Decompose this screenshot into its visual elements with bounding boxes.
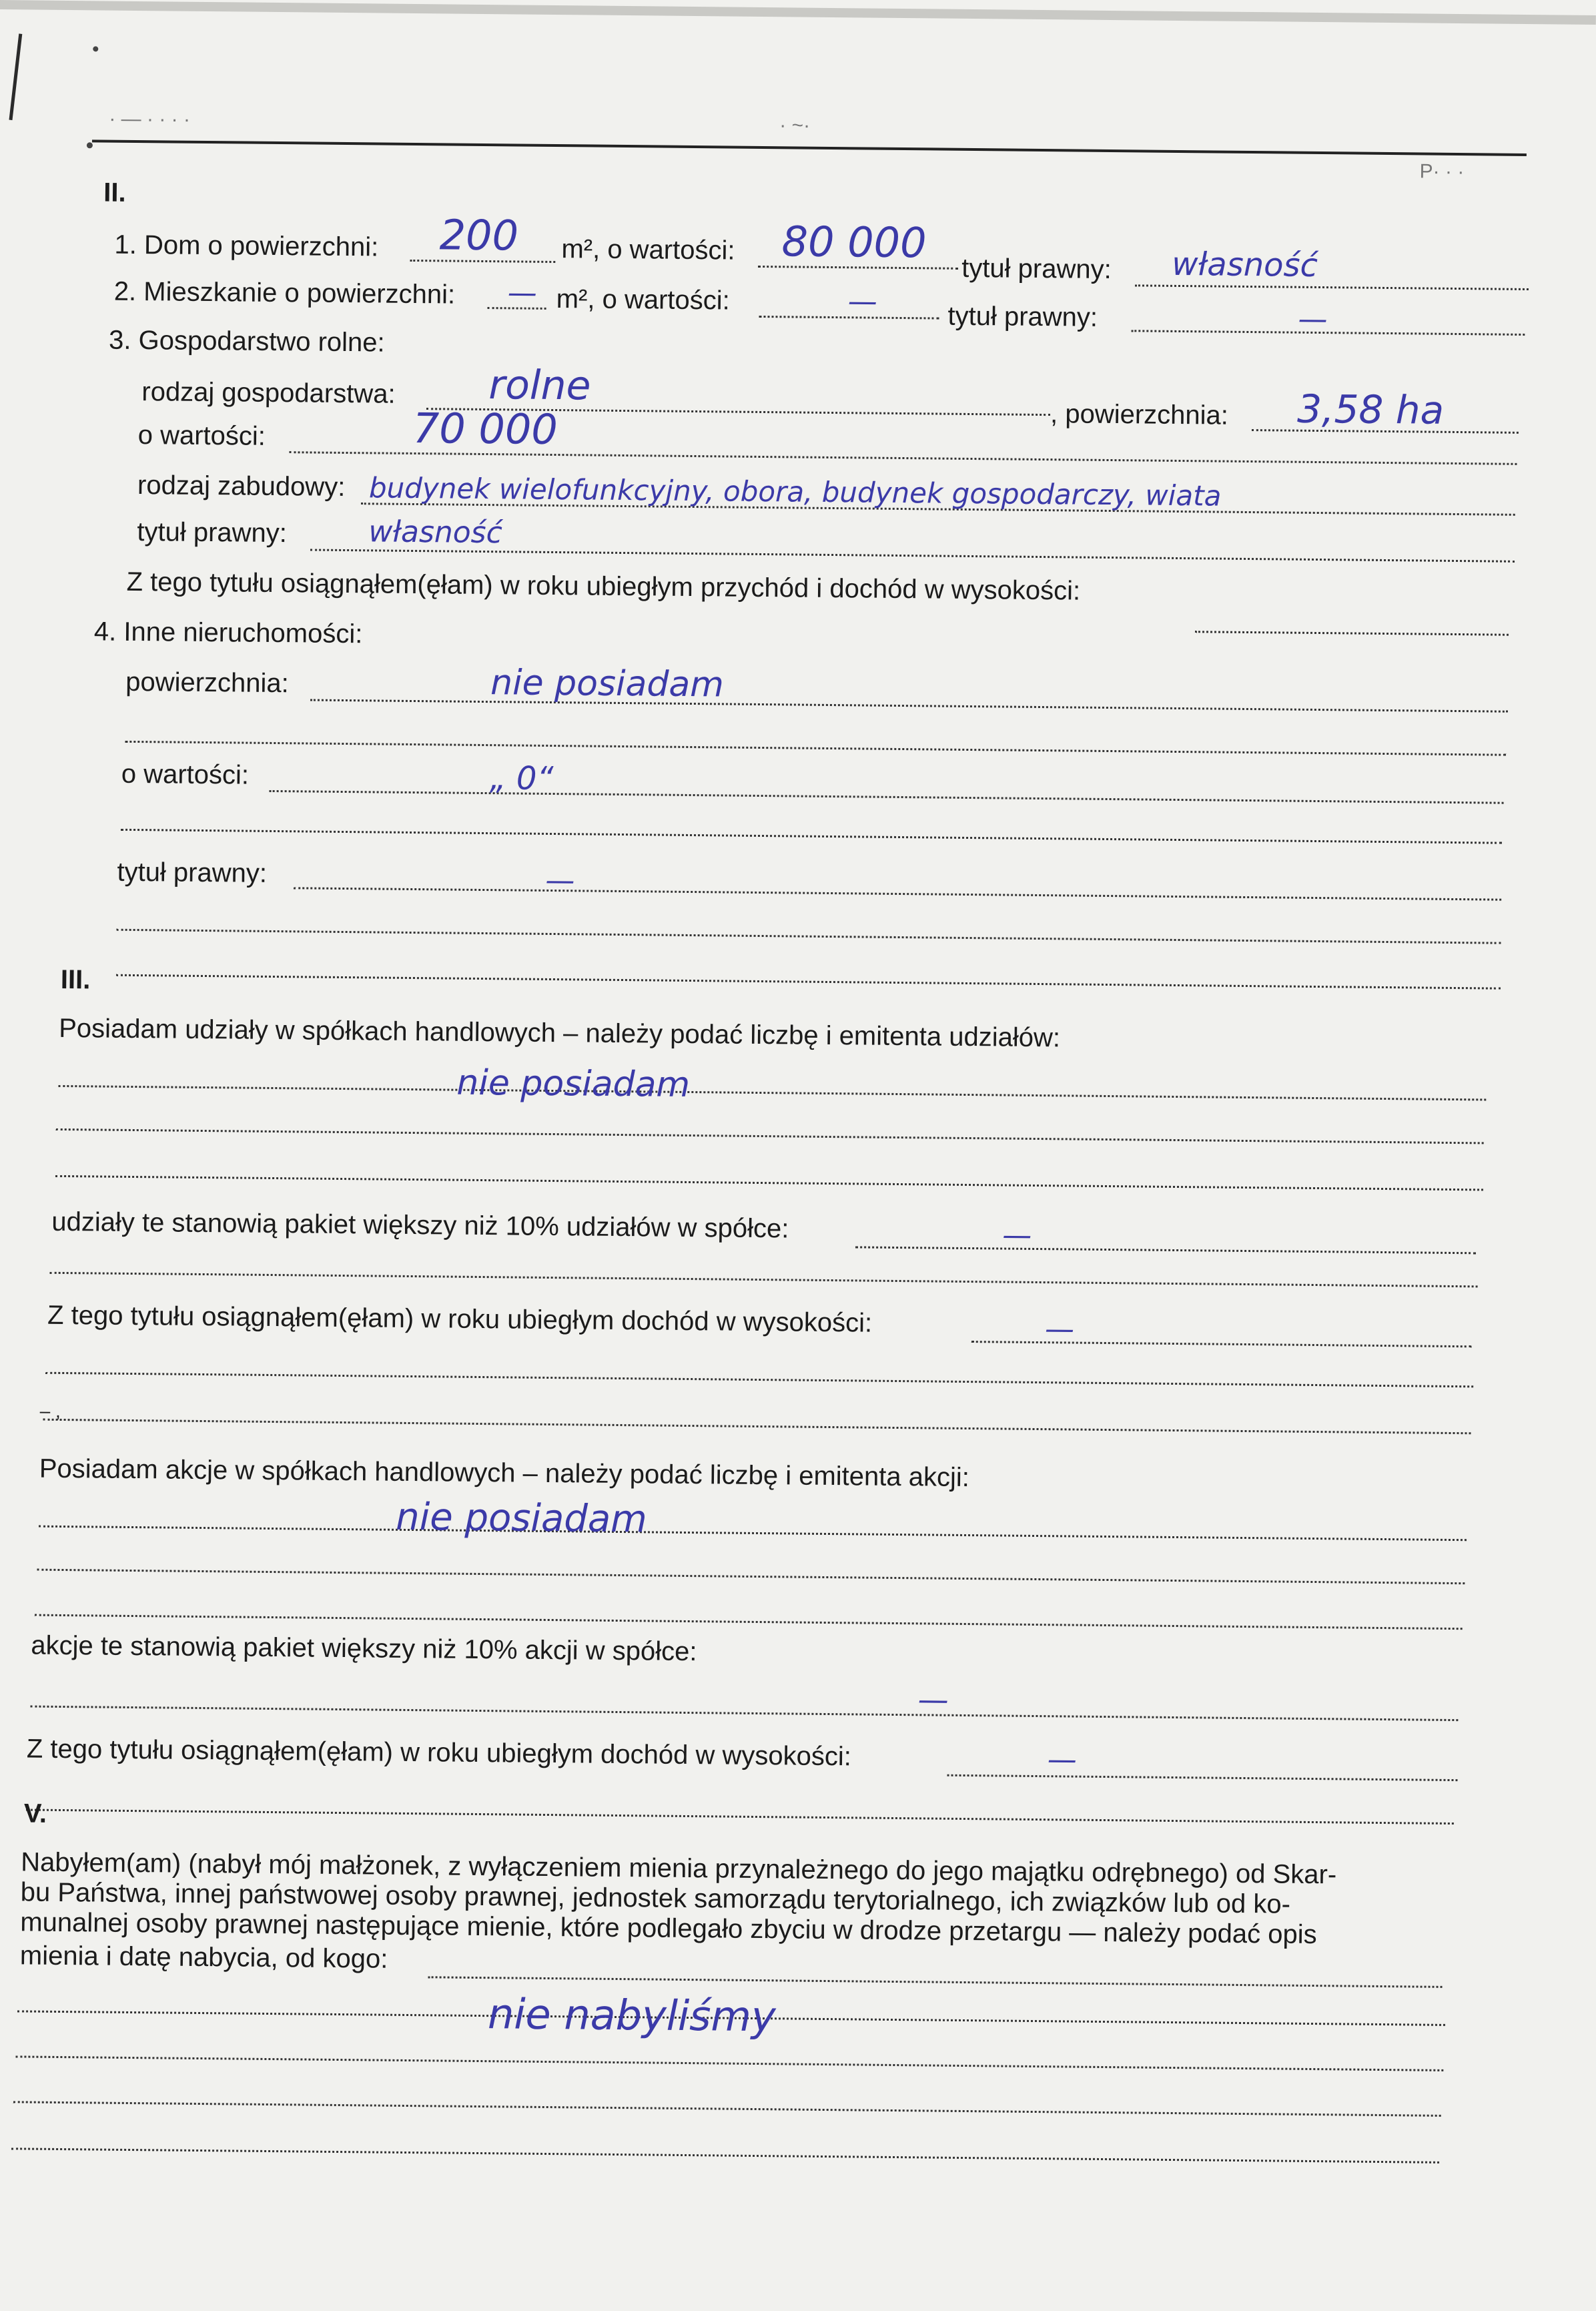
fill-line (13, 2101, 1441, 2117)
house-value-handwritten: 80 000 (781, 217, 927, 268)
apartment-m2-label: m², o wartości: (556, 284, 730, 316)
farm-value-label: o wartości: (137, 420, 266, 451)
other-area-label: powierzchnia: (125, 667, 289, 699)
fill-line (116, 974, 1501, 990)
farm-area-label: , powierzchnia: (1050, 399, 1229, 430)
fill-line (310, 549, 1515, 563)
stray-mark: – , (39, 1400, 61, 1421)
scan-speck (87, 142, 93, 148)
header-faint-text: · — · · · · (109, 107, 191, 131)
section-5-heading: V. (23, 1798, 47, 1829)
scan-speck (93, 46, 98, 51)
farm-title-label: tytuł prawny: (137, 517, 288, 549)
header-rule (92, 139, 1527, 156)
shares-stake-handwritten: — (1002, 1218, 1032, 1253)
stocks-stake-label: akcje te stanowią pakiet większy niż 10% akcji w spółce: (31, 1630, 697, 1667)
fill-line (1135, 284, 1529, 290)
fill-line (947, 1774, 1458, 1781)
stocks-income-handwritten: — (1047, 1742, 1078, 1777)
section-3-heading: III. (60, 964, 91, 995)
house-m2-label: m², o wartości: (561, 234, 735, 266)
fill-line (11, 2148, 1439, 2164)
fill-line (58, 1085, 1486, 1101)
farm-title-handwritten: własność (368, 515, 503, 551)
fill-line (55, 1175, 1483, 1191)
apartment-title-handwritten: — (1298, 302, 1328, 337)
acquisition-handwritten: nie nabyliśmy (487, 1989, 776, 2041)
section-2-heading: II. (103, 178, 126, 208)
fill-line (1195, 631, 1509, 636)
fill-line (39, 1526, 1467, 1542)
farm-type-label: rodzaj gospodarstwa: (141, 377, 396, 409)
shares-label: Posiadam udziały w spółkach handlowych – należy podać liczbę i emitenta udziałów: (59, 1013, 1061, 1053)
fill-line (1131, 330, 1525, 336)
margin-pen-mark (9, 33, 22, 120)
stocks-handwritten: nie posiadam (395, 1495, 648, 1542)
farm-area-handwritten: 3,58 ha (1296, 386, 1445, 433)
apartment-value-handwritten: — (847, 284, 877, 319)
fill-line (37, 1569, 1465, 1585)
other-title-handwritten: — (545, 863, 575, 898)
fill-line (117, 929, 1501, 944)
house-title-label: tytuł prawny: (961, 253, 1112, 285)
header-faint-text: · ~· (779, 114, 811, 137)
fill-line (125, 741, 1506, 756)
fill-line (56, 1128, 1484, 1144)
fill-line (35, 1614, 1463, 1630)
farm-buildings-handwritten: budynek wielofunkcyjny, obora, budynek gospodarczy, wiata (368, 471, 1222, 513)
shares-income-label: Z tego tytułu osiągnąłem(ęłam) w roku ubiegłym dochód w wysokości: (47, 1300, 873, 1338)
house-title-handwritten: własność (1172, 245, 1318, 284)
shares-income-handwritten: — (1044, 1312, 1075, 1347)
apartment-label: 2. Mieszkanie o powierzchni: (113, 276, 456, 310)
house-label: 1. Dom o powierzchni: (114, 230, 379, 262)
acquisition-text-line: Nabyłem(am) (nabył mój małżonek, z wyłączeniem mienia przynależnego do jego majątku odrębnego) od Skar- (21, 1847, 1337, 1890)
stocks-label: Posiadam akcje w spółkach handlowych – należy podać liczbę i emitenta akcji: (39, 1453, 970, 1493)
farm-label: 3. Gospodarstwo rolne: (108, 325, 385, 358)
acquisition-text-line: mienia i datę nabycia, od kogo: (19, 1941, 388, 1974)
fill-line (43, 1419, 1471, 1435)
fill-line (50, 1272, 1478, 1288)
fill-line (410, 260, 555, 263)
other-value-handwritten: „ 0“ (489, 759, 554, 798)
fill-line (15, 2055, 1443, 2071)
house-area-handwritten: 200 (439, 210, 519, 260)
farm-income-label: Z tego tytułu osiągnąłem(ęłam) w roku ubiegłym przychód i dochód w wysokości: (126, 567, 1081, 606)
stocks-income-label: Z tego tytułu osiągnąłem(ęłam) w roku ubiegłym dochód w wysokości: (26, 1734, 852, 1772)
farm-buildings-label: rodzaj zabudowy: (137, 470, 346, 502)
fill-line (294, 887, 1501, 900)
header-faint-text: P· · · (1419, 160, 1465, 184)
scan-top-edge (0, 0, 1596, 25)
acquisition-text-line: bu Państwa, innej państwowej osoby prawnej, jednostek samorządu terytorialnego, ich związków lub od ko- (20, 1877, 1291, 1919)
farm-value-handwritten: 70 000 (412, 403, 558, 454)
shares-stake-label: udziały te stanowią pakiet większy niż 10% udziałów w spółce: (51, 1207, 789, 1244)
apartment-title-label: tytuł prawny: (947, 301, 1098, 332)
fill-line (45, 1372, 1473, 1388)
stocks-stake-handwritten: — (917, 1681, 949, 1718)
other-property-label: 4. Inne nieruchomości: (93, 617, 363, 649)
shares-handwritten: nie posiadam (456, 1062, 691, 1106)
other-area-handwritten: nie posiadam (490, 663, 725, 705)
fill-line (428, 1976, 1443, 1988)
fill-line (121, 829, 1502, 844)
fill-line (30, 1706, 1458, 1722)
apartment-area-handwritten: — (507, 276, 538, 310)
fill-line (26, 1808, 1454, 1825)
fill-line (290, 451, 1517, 465)
fill-line (855, 1246, 1476, 1254)
other-title-label: tytuł prawny: (117, 857, 268, 888)
acquisition-text-line: munalnej osoby prawnej następujące mienie, które podlegało zbyciu w drodze przetargu — należy podać opis (20, 1907, 1317, 1950)
farm-type-handwritten: rolne (488, 362, 591, 410)
fill-line (270, 790, 1504, 804)
other-value-label: o wartości: (121, 759, 250, 790)
